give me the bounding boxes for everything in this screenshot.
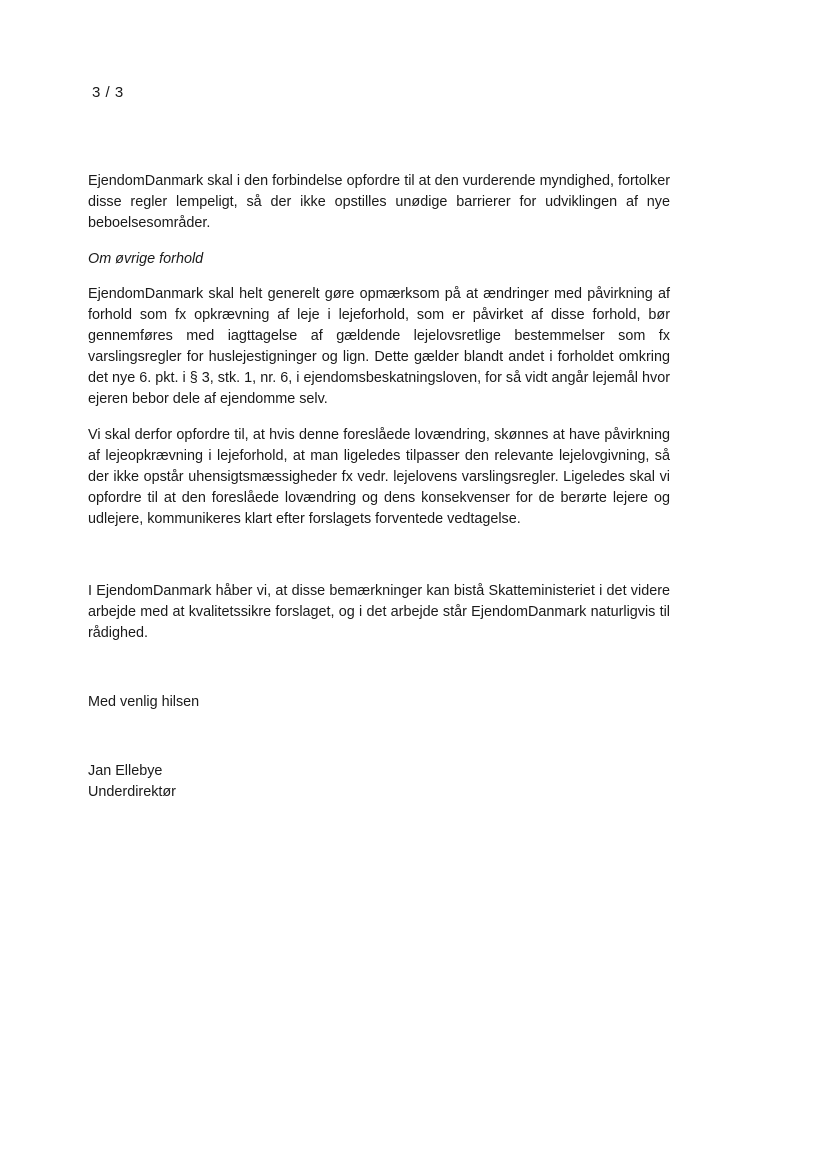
- page-number: 3 / 3: [92, 84, 124, 101]
- signature-block: [88, 761, 670, 803]
- signatory-name: Jan Ellebye: [88, 763, 163, 779]
- paragraph-legislation-adjustment: Vi skal derfor opfordre til, at hvis denne foreslåede lovændring, skønnes at have påvirkning af lejeopkrævning i lejeforhold, at man ligeledes tilpasser den relevante lejelovgivning, så der ikke opstår uhensigtsmæssigheder fx vedr. lejelovens varslingsregler. Ligeledes skal vi opfordre til at den foreslåede lovændring og dens konsekvenser for de berørte lejere og udlejere, kommunikeres klart efter forslagets forventede vedtagelse.: [88, 427, 670, 527]
- paragraph-conclusion: I EjendomDanmark håber vi, at disse bemærkninger kan bistå Skatteministeriet i det videre arbejde med at kvalitetssikre forslaget, og i det arbejde står EjendomDanmark naturligvis til rådighed.: [88, 583, 670, 641]
- closing-greeting: Med venlig hilsen: [88, 694, 200, 710]
- letter-body: [88, 171, 670, 803]
- paragraph-barriers: EjendomDanmark skal i den forbindelse opfordre til at den vurderende myndighed, fortolker disse regler lempeligt, så der ikke opstilles unødige barrierer for udviklingen af nye beboelsesområder.: [88, 173, 670, 231]
- section-heading-other-matters: Om øvrige forhold: [88, 251, 204, 267]
- paragraph-rent-changes: EjendomDanmark skal helt generelt gøre opmærksom på at ændringer med påvirkning af forhold som fx opkrævning af leje i lejeforhold, som er påvirket af disse forhold, bør gennemføres med iagttagelse af gældende lejelovsretlige bestemmelser som fx varslingsregler for huslejestigninger og lign. Dette gælder blandt andet i forholdet omkring det nye 6. pkt. i § 3, stk. 1, nr. 6, i ejendomsbeskatningsloven, for så vidt angår lejemål hvor ejeren bebor dele af ejendomme selv.: [88, 286, 670, 407]
- signatory-title: Underdirektør: [88, 784, 176, 800]
